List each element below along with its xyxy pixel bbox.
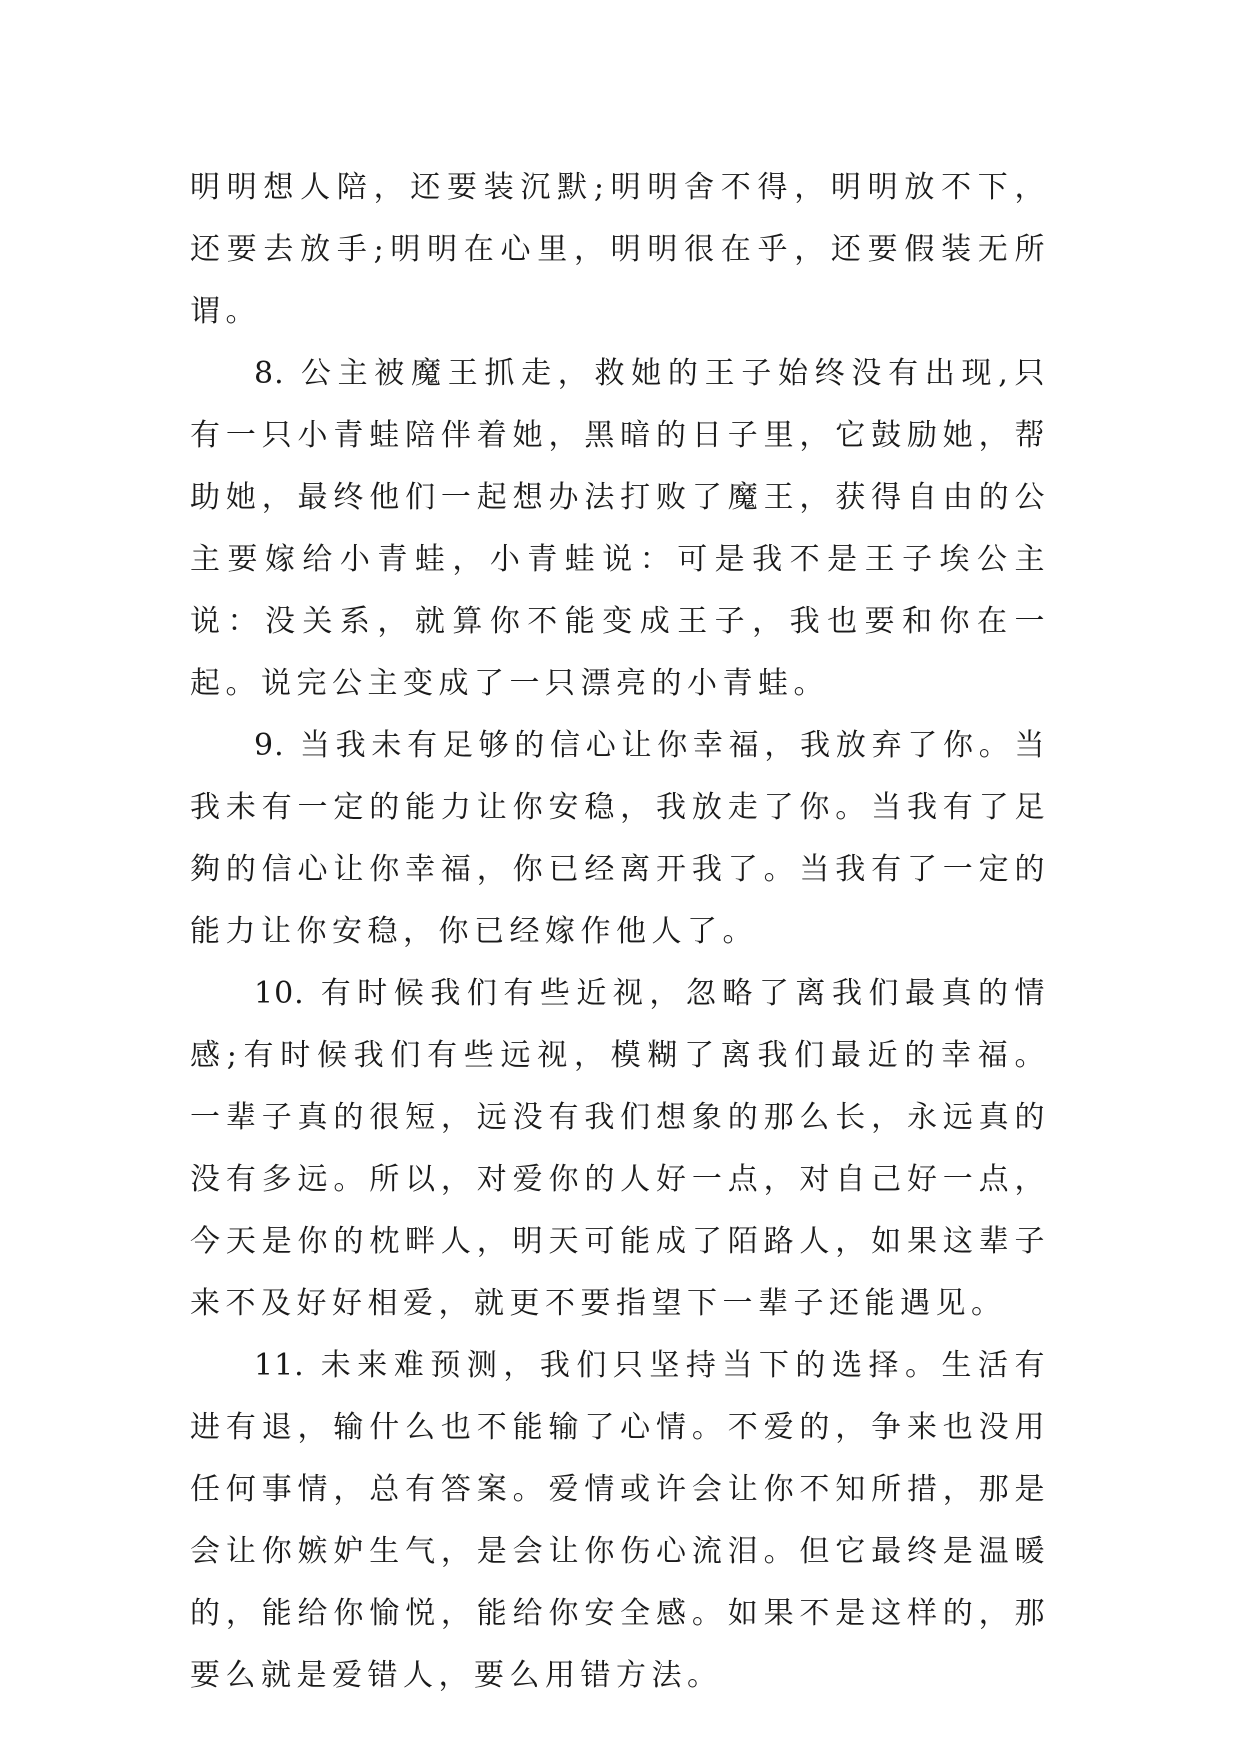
- paragraph-text: 有时候我们有些近视，忽略了离我们最真的情感;有时候我们有些远视，模糊了离我们最近的幸福。一辈子真的很短，远没有我们想象的那么长，永远真的没有多远。所以，对爱你的人好一点，对自己好一点，今天是你的枕畔人，明天可能成了陌路人，如果这辈子来不及好好相爱，就更不要指望下一辈子还能遇见。: [190, 976, 1051, 1321]
- paragraph-text: 公主被魔王抓走，救她的王子始终没有出现,只有一只小青蛙陪伴着她，黑暗的日子里，它鼓励她，帮助她，最终他们一起想办法打败了魔王，获得自由的公主要嫁给小青蛙，小青蛙说：可是我不是王子埃公主说：没关系，就算你不能变成王子，我也要和你在一起。说完公主变成了一只漂亮的小青蛙。: [190, 356, 1050, 701]
- paragraph-number: 11.: [254, 1348, 305, 1383]
- paragraph-number: 9.: [254, 728, 285, 763]
- paragraph-11: [190, 1335, 1050, 1707]
- paragraph-number: 10.: [254, 976, 305, 1011]
- document-body: [190, 157, 1050, 1707]
- paragraph-number: 8.: [254, 356, 285, 391]
- paragraph-8: [190, 343, 1050, 715]
- paragraph-text: 明明想人陪，还要装沉默;明明舍不得，明明放不下，还要去放手;明明在心里，明明很在乎，还要假装无所谓。: [190, 170, 1050, 329]
- paragraph-10: [190, 963, 1050, 1335]
- paragraph-text: 未来难预测，我们只坚持当下的选择。生活有进有退，输什么也不能输了心情。不爱的，争来也没用任何事情，总有答案。爱情或许会让你不知所措，那是会让你嫉妒生气，是会让你伤心流泪。但它最终是温暖的，能给你愉悦，能给你安全感。如果不是这样的，那要么就是爱错人，要么用错方法。: [190, 1348, 1051, 1693]
- paragraph-9: [190, 715, 1050, 963]
- paragraph-text: 当我未有足够的信心让你幸福，我放弃了你。当我未有一定的能力让你安稳，我放走了你。当我有了足夠的信心让你幸福，你已经离开我了。当我有了一定的能力让你安稳，你已经嫁作他人了。: [190, 728, 1051, 949]
- paragraph-continued: [190, 157, 1050, 343]
